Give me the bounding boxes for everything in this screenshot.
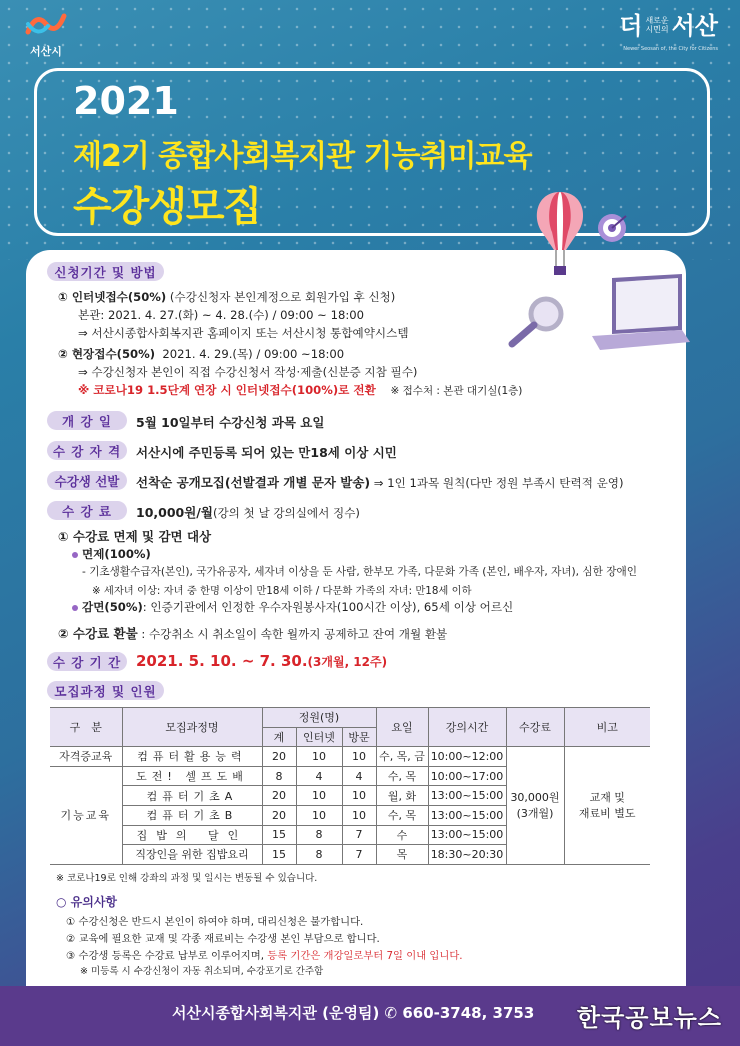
col-onsite: 방문 <box>342 727 376 747</box>
city-name: 서산시 <box>30 45 62 58</box>
col-time: 강의시간 <box>428 708 506 747</box>
fee-note: (강의 첫 날 강의실에서 징수) <box>212 506 360 520</box>
reduce-text: : 인증기관에서 인정한 우수자원봉사자(100시간 이상), 65세 이상 어르신 <box>142 600 514 614</box>
col-online: 인터넷 <box>296 727 342 747</box>
cell-time: 13:00~15:00 <box>428 805 506 825</box>
fee-cell-line2: (3개월) <box>516 807 554 821</box>
cell-category: 기능교육 <box>50 766 122 864</box>
apply-notes <box>78 382 522 398</box>
footer-contact: 서산시종합사회복지관 (운영팀) ✆ 660-3748, 3753 <box>172 1004 535 1022</box>
cell-day: 수, 목 <box>376 805 428 825</box>
cell-onsite: 10 <box>342 805 376 825</box>
magnifier-icon <box>506 294 570 350</box>
cell-online: 8 <box>296 825 342 845</box>
cell-total: 15 <box>262 845 296 865</box>
target-icon <box>596 212 628 244</box>
selection-note: ⇒ 1인 1과목 원칙(다만 정원 부족시 탄력적 운영) <box>373 476 624 490</box>
table-row <box>50 747 650 767</box>
cell-fee <box>506 747 564 865</box>
fee-row <box>136 503 360 521</box>
cell-name: 컴퓨터기초A <box>122 786 262 806</box>
watermark: 한국공보뉴스 <box>576 1004 722 1032</box>
exempt-note: ※ 세자녀 이상: 자녀 중 한명 이상이 만18세 이하 / 다문화 가족의 자녀: 만18세 이하 <box>92 585 472 597</box>
notice-item-3a: ③ 수강생 등록은 수강료 납부로 이루어지며, <box>66 950 264 962</box>
reduce-title: 감면(50%) <box>82 600 143 614</box>
cell-day: 수, 목, 금 <box>376 747 428 767</box>
opening-text: 5월 10일부터 수강신청 과목 요일 <box>136 415 325 430</box>
slogan-sub: Newer Seosan of, the City for Citizens <box>623 46 718 52</box>
refund-title: ② 수강료 환불 <box>58 626 138 641</box>
cell-name: 컴퓨터기초B <box>122 805 262 825</box>
course-table <box>50 707 650 865</box>
cell-time: 10:00~17:00 <box>428 766 506 786</box>
col-total: 계 <box>262 727 296 747</box>
section-apply-heading: 신청기간 및 방법 <box>47 262 164 281</box>
cell-day: 수 <box>376 825 428 845</box>
notice-item-4: ※ 미등록 시 수강신청이 자동 취소되며, 수강포기로 간주함 <box>80 966 324 977</box>
footer <box>0 986 740 1046</box>
cell-name: 도전! 셀프도배 <box>122 766 262 786</box>
notice-item-3 <box>66 947 463 962</box>
cell-time: 13:00~15:00 <box>428 825 506 845</box>
note-cell-line1: 교재 및 <box>589 791 625 805</box>
note-cell-line2: 재료비 별도 <box>578 807 636 821</box>
slogan-small-2: 시민의 <box>645 25 669 34</box>
qualification-label: 수 강 자 격 <box>47 441 127 460</box>
bullet-dot-icon <box>72 552 78 558</box>
onsite-period: 2021. 4. 29.(목) / 09:00 ~18:00 <box>162 347 345 361</box>
selection-row <box>136 473 624 491</box>
col-capacity: 정원(명) <box>262 708 376 728</box>
cell-note <box>564 747 650 865</box>
cell-total: 20 <box>262 786 296 806</box>
slogan-small <box>645 17 668 35</box>
cell-online: 10 <box>296 805 342 825</box>
selection-label: 수강생 선발 <box>47 471 127 490</box>
seosan-logo <box>18 10 74 56</box>
slogan-big-2: 서산 <box>671 12 718 40</box>
cell-online: 8 <box>296 845 342 865</box>
col-category: 구 분 <box>50 708 122 747</box>
exempt-row <box>72 546 151 562</box>
cell-onsite: 7 <box>342 825 376 845</box>
fee-label: 수 강 료 <box>47 501 127 520</box>
cell-online: 10 <box>296 747 342 767</box>
cell-onsite: 10 <box>342 786 376 806</box>
cell-total: 20 <box>262 747 296 767</box>
notice-item-1: ① 수강신청은 반드시 본인이 하여야 하며, 대리신청은 불가합니다. <box>66 916 364 928</box>
refund-text: : 수강취소 시 취소일이 속한 월까지 공제하고 잔여 개월 환불 <box>141 627 448 641</box>
cell-category: 자격증교육 <box>50 747 122 767</box>
title-sub: 수강생모집 <box>73 184 262 230</box>
cell-time: 10:00~12:00 <box>428 747 506 767</box>
fee-cell-line1: 30,000원 <box>510 791 560 805</box>
period-row <box>136 652 387 670</box>
covid-note: ※ 코로나19 1.5단계 연장 시 인터넷접수(100%)로 전환 <box>78 383 376 397</box>
onsite-apply <box>58 346 344 362</box>
cell-onsite: 7 <box>342 845 376 865</box>
title-box <box>34 68 710 236</box>
title-main: 제2기 종합사회복지관 기능취미교육 <box>73 139 532 174</box>
cell-day: 수, 목 <box>376 766 428 786</box>
slogan-big-1: 더 <box>619 12 643 40</box>
city-slogan <box>619 12 718 52</box>
period-label: 수 강 기 간 <box>47 652 127 671</box>
reduce-row <box>72 599 513 615</box>
notice-item-3b: 등록 기간은 개강일로부터 7일 이내 입니다. <box>267 950 463 962</box>
online-note: (수강신청자 본인계정으로 회원가입 후 신청) <box>169 290 396 304</box>
cell-total: 8 <box>262 766 296 786</box>
cell-total: 15 <box>262 825 296 845</box>
slogan-small-1: 새로운 <box>645 16 669 26</box>
refund-row <box>58 624 447 642</box>
col-name: 모집과정명 <box>122 708 262 747</box>
cell-name: 집밥의 달인 <box>122 825 262 845</box>
onsite-title: ② 현장접수(50%) <box>58 347 155 361</box>
online-title: ① 인터넷접수(50%) <box>58 290 167 304</box>
cell-onsite: 4 <box>342 766 376 786</box>
cell-day: 목 <box>376 845 428 865</box>
col-day: 요일 <box>376 708 428 747</box>
onsite-note: ⇒ 수강신청자 본인이 직접 수강신청서 작성·제출(신분증 지참 필수) <box>78 365 418 379</box>
period-note: (3개월, 12주) <box>307 655 388 669</box>
cell-online: 4 <box>296 766 342 786</box>
cell-name: 컴퓨터활용능력 <box>122 747 262 767</box>
title-year: 2021 <box>73 79 179 123</box>
col-note: 비고 <box>564 708 650 747</box>
qualification-text: 서산시에 주민등록 되어 있는 만18세 이상 시민 <box>136 445 397 460</box>
opening-label: 개 강 일 <box>47 411 127 430</box>
notice-item-2: ② 교육에 필요한 교재 및 각종 재료비는 수강생 본인 부담으로 합니다. <box>66 933 380 945</box>
place-note: ※ 접수처 : 본관 대기실(1층) <box>390 385 523 397</box>
selection-text: 선착순 공개모집(선발결과 개별 문자 발송) <box>136 475 371 490</box>
section-courses-heading: 모집과정 및 인원 <box>47 681 164 700</box>
table-note: ※ 코로나19로 인해 강좌의 과정 및 일시는 변동될 수 있습니다. <box>56 873 318 884</box>
discount-title: ① 수강료 면제 및 감면 대상 <box>58 529 212 544</box>
online-site: ⇒ 서산시종합사회복지관 홈페이지 또는 서산시청 통합예약시스템 <box>78 326 409 340</box>
cell-name: 직장인을 위한 집밥요리 <box>122 845 262 865</box>
col-fee: 수강료 <box>506 708 564 747</box>
online-period: 본관: 2021. 4. 27.(화) ~ 4. 28.(수) / 09:00 ~ 18:00 <box>78 308 364 322</box>
cell-time: 18:30~20:30 <box>428 845 506 865</box>
period-text: 2021. 5. 10. ~ 7. 30. <box>136 652 308 670</box>
bullet-dot-icon <box>72 605 78 611</box>
online-apply <box>58 289 395 305</box>
exempt-list: - 기초생활수급자(본인), 국가유공자, 세자녀 이상을 둔 사람, 한부모 가족, 다문화 가족 (본인, 배우자, 자녀), 심한 장애인 <box>82 566 637 578</box>
cell-total: 20 <box>262 805 296 825</box>
notice-heading: ○ 유의사항 <box>56 895 118 909</box>
laptop-icon <box>572 272 692 356</box>
fee-text: 10,000원/월 <box>136 505 213 520</box>
exempt-title: 면제(100%) <box>82 547 151 561</box>
cell-online: 10 <box>296 786 342 806</box>
logo-icon <box>24 10 68 40</box>
cell-time: 13:00~15:00 <box>428 786 506 806</box>
cell-onsite: 10 <box>342 747 376 767</box>
cell-day: 월, 화 <box>376 786 428 806</box>
